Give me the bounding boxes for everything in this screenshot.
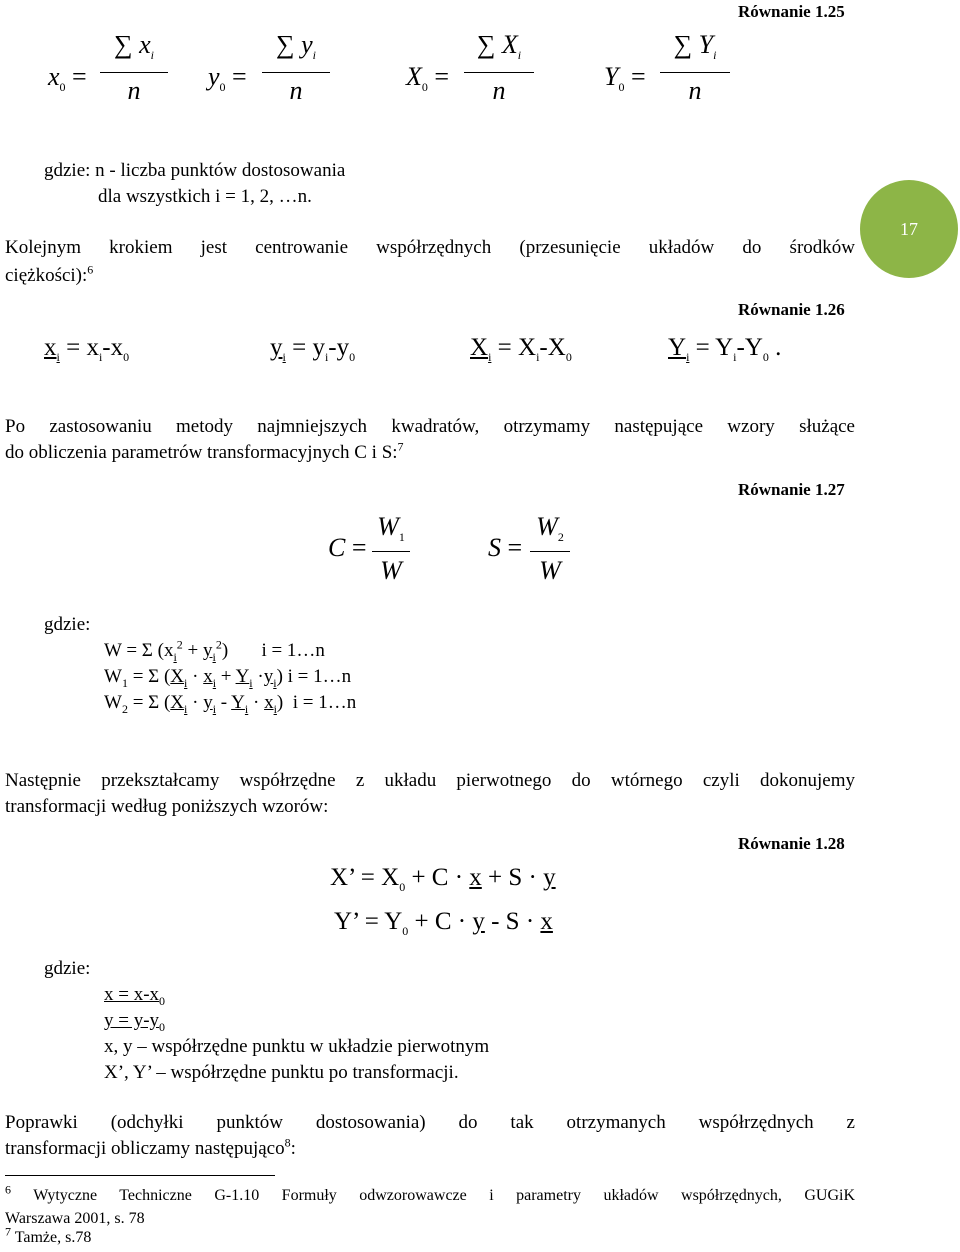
eq125-fraction-bar: [262, 72, 330, 73]
where-label-2: gdzie:: [44, 614, 91, 635]
eq125-den-Y: n: [688, 76, 702, 105]
paragraph-centering-cont: ciężkości):$^6$: [5, 262, 94, 286]
eq128-line1: X’ = $X_0 + C \cdot x + S \cdot y$: [330, 864, 556, 894]
def-x-centered: $x = x-x_0$: [104, 984, 166, 1008]
eq125-fraction-bar: [100, 72, 168, 73]
where-label-3: gdzie:: [44, 958, 91, 979]
footnote-6-cont: Warszawa 2001, s. 78: [5, 1210, 145, 1227]
eq127-fraction-bar: [372, 551, 410, 552]
page-number: 17: [900, 218, 918, 239]
page-number-badge: [860, 180, 958, 278]
eq128-line2: Y’ = $Y_0 + C \cdot y - S \cdot x$: [334, 908, 553, 938]
footnote-ref-8: 8: [284, 1135, 291, 1150]
def-XY-transformed: X’, Y’ – współrzędne punktu po transformacji.: [104, 1062, 459, 1083]
def-W1: $W_1 = \Sigma$ $(X_i \cdot x_i + Y_i \cdot y_i) i$ = 1…n: [104, 666, 352, 690]
where-clause-n: gdzie: n - liczba punktów dostosowania: [44, 160, 346, 181]
eq126-x: $x_i = x_i-x_0$: [44, 334, 130, 364]
eq127-den-W: W: [380, 556, 402, 585]
def-xy-primary: x, y – współrzędne punktu w układzie pierwotnym: [104, 1036, 490, 1057]
eq125-lhs-x: $x_0$ =: [48, 62, 87, 95]
eq125-num-y: ∑ $y_i$: [276, 30, 316, 63]
paragraph-least-squares: Po zastosowaniu metody najmniejszych kwadratów, otrzymamy następujące wzory służące: [5, 416, 855, 437]
paragraph-corrections: Poprawki (odchyłki punktów dostosowania) do tak otrzymanych współrzędnych z: [5, 1112, 855, 1133]
footnote-separator: [5, 1175, 275, 1176]
def-y-centered: $y = y-y_0$: [104, 1010, 166, 1034]
eq125-lhs-y: $y_0$ =: [208, 62, 247, 95]
eq125-fraction-bar: [464, 72, 534, 73]
def-W2: $W_2 = \Sigma$ $(X_i \cdot y_i - Y_i \cdot x_i) i$ = 1…n: [104, 692, 357, 716]
equation-label-1-28: Równanie 1.28: [738, 834, 845, 853]
eq125-num-x: ∑ $x_i$: [114, 30, 154, 63]
where-clause-range: dla wszystkich i = 1, 2, …n.: [98, 186, 312, 207]
equation-label-1-25: Równanie 1.25: [738, 2, 845, 21]
footnote-6: $^6$ Wytyczne Techniczne G-1.10 Formuły odwzorowawcze i parametry układów współrzędnych, GUGiK: [5, 1182, 855, 1204]
eq125-lhs-Y: $Y_0$ =: [604, 62, 646, 95]
eq125-lhs-X: $X_0$ =: [406, 62, 450, 95]
footnote-ref-6: 6: [87, 262, 94, 277]
footnote-7: $^7$ Tamże, s.78: [5, 1224, 92, 1246]
eq125-num-X: ∑ $X_i$: [476, 30, 522, 63]
eq126-y: $y_i = y_i-y_0$: [270, 334, 356, 364]
def-W: W = Σ $(x_i^2 + y_i^2)$ i = 1…n: [104, 637, 325, 664]
eq125-num-Y: ∑ $Y_i$: [673, 30, 717, 63]
eq125-fraction-bar: [660, 72, 730, 73]
eq125-den-y: n: [289, 76, 303, 105]
eq127-den-W: W: [539, 556, 561, 585]
eq126-X: $X_i = X_i-X_0$: [470, 334, 572, 364]
eq127-num-W1: $W_1$: [377, 512, 405, 545]
eq127-C: C =: [328, 533, 367, 562]
eq126-Y: $Y_i = Y_i-Y_0$ .: [668, 334, 782, 364]
eq125-den-x: n: [127, 76, 141, 105]
eq125-den-X: n: [492, 76, 506, 105]
equation-label-1-26: Równanie 1.26: [738, 300, 845, 319]
paragraph-transform: Następnie przekształcamy współrzędne z układu pierwotnego do wtórnego czyli dokonujemy: [5, 770, 855, 791]
paragraph-transform-cont: transformacji według poniższych wzorów:: [5, 796, 329, 817]
paragraph-centering: Kolejnym krokiem jest centrowanie współrzędnych (przesunięcie układów do środków: [5, 237, 855, 258]
eq127-fraction-bar: [530, 551, 570, 552]
eq127-S: S =: [488, 533, 523, 562]
footnote-ref-7: 7: [397, 439, 404, 454]
paragraph-corrections-cont: transformacji obliczamy następująco$^8$:: [5, 1135, 296, 1159]
equation-label-1-27: Równanie 1.27: [738, 480, 845, 499]
eq127-num-W2: $W_2$: [536, 512, 564, 545]
paragraph-least-squares-cont: do obliczenia parametrów transformacyjnych C i S:$^7$: [5, 439, 404, 463]
